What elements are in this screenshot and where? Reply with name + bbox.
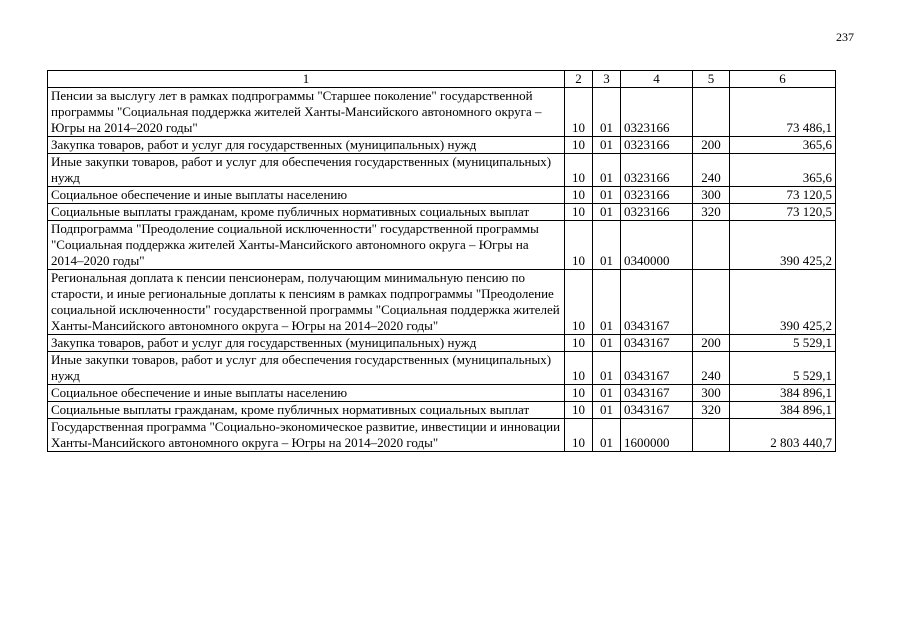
target-article-code: 0343167 — [621, 335, 693, 352]
row-description: Государственная программа "Социально-экономическое развитие, инвестиции и инновации Ханты-Мансийского автономного округа – Югры на 2014–2020 годы" — [48, 419, 565, 452]
target-article-code: 0323166 — [621, 154, 693, 187]
section-code: 10 — [565, 88, 593, 137]
expense-type-code: 240 — [693, 352, 730, 385]
target-article-code: 0343167 — [621, 402, 693, 419]
section-code: 10 — [565, 335, 593, 352]
section-code: 10 — [565, 137, 593, 154]
target-article-code: 0343167 — [621, 352, 693, 385]
section-code: 10 — [565, 352, 593, 385]
budget-table — [47, 70, 836, 452]
row-description: Социальное обеспечение и иные выплаты населению — [48, 385, 565, 402]
subsection-code: 01 — [593, 419, 621, 452]
amount: 73 486,1 — [730, 88, 836, 137]
subsection-code: 01 — [593, 204, 621, 221]
header-cell: 5 — [693, 71, 730, 88]
subsection-code: 01 — [593, 187, 621, 204]
row-description: Подпрограмма "Преодоление социальной исключенности" государственной программы "Социальная поддержка жителей Ханты-Мансийского автономного округа – Югры на 2014–2020 годы" — [48, 221, 565, 270]
section-code: 10 — [565, 187, 593, 204]
page-number: 237 — [836, 30, 854, 44]
header-cell: 2 — [565, 71, 593, 88]
table-row — [48, 154, 836, 187]
table-row — [48, 352, 836, 385]
amount: 5 529,1 — [730, 335, 836, 352]
expense-type-code — [693, 270, 730, 335]
subsection-code: 01 — [593, 335, 621, 352]
section-code: 10 — [565, 204, 593, 221]
expense-type-code — [693, 221, 730, 270]
section-code: 10 — [565, 221, 593, 270]
table-row — [48, 402, 836, 419]
table-row — [48, 88, 836, 137]
table-row — [48, 270, 836, 335]
amount: 384 896,1 — [730, 385, 836, 402]
subsection-code: 01 — [593, 221, 621, 270]
amount: 73 120,5 — [730, 187, 836, 204]
subsection-code: 01 — [593, 270, 621, 335]
expense-type-code: 320 — [693, 402, 730, 419]
subsection-code: 01 — [593, 352, 621, 385]
amount: 5 529,1 — [730, 352, 836, 385]
header-cell: 6 — [730, 71, 836, 88]
expense-type-code — [693, 88, 730, 137]
row-description: Региональная доплата к пенсии пенсионерам, получающим минимальную пенсию по старости, и иные региональные доплаты к пенсиям в рамках подпрограммы "Преодоление социальной исключенности" государственной программы "Социальная поддержка жителей Ханты-Мансийского автономного округа – Югры на 2014–2020 годы" — [48, 270, 565, 335]
table-row — [48, 221, 836, 270]
target-article-code: 1600000 — [621, 419, 693, 452]
target-article-code: 0323166 — [621, 187, 693, 204]
target-article-code: 0323166 — [621, 88, 693, 137]
row-description: Социальные выплаты гражданам, кроме публичных нормативных социальных выплат — [48, 204, 565, 221]
row-description: Пенсии за выслугу лет в рамках подпрограммы "Старшее поколение" государственной программы "Социальная поддержка жителей Ханты-Мансийского автономного округа – Югры на 2014–2020 годы" — [48, 88, 565, 137]
subsection-code: 01 — [593, 154, 621, 187]
row-description: Социальные выплаты гражданам, кроме публичных нормативных социальных выплат — [48, 402, 565, 419]
row-description: Иные закупки товаров, работ и услуг для обеспечения государственных (муниципальных) нужд — [48, 352, 565, 385]
section-code: 10 — [565, 385, 593, 402]
row-description: Закупка товаров, работ и услуг для государственных (муниципальных) нужд — [48, 137, 565, 154]
expense-type-code: 300 — [693, 187, 730, 204]
amount: 73 120,5 — [730, 204, 836, 221]
table-row — [48, 187, 836, 204]
table-row — [48, 204, 836, 221]
table-row — [48, 137, 836, 154]
amount: 365,6 — [730, 154, 836, 187]
expense-type-code: 300 — [693, 385, 730, 402]
amount: 390 425,2 — [730, 270, 836, 335]
row-description: Иные закупки товаров, работ и услуг для обеспечения государственных (муниципальных) нужд — [48, 154, 565, 187]
subsection-code: 01 — [593, 402, 621, 419]
target-article-code: 0340000 — [621, 221, 693, 270]
subsection-code: 01 — [593, 385, 621, 402]
header-cell: 3 — [593, 71, 621, 88]
section-code: 10 — [565, 270, 593, 335]
section-code: 10 — [565, 154, 593, 187]
expense-type-code — [693, 419, 730, 452]
expense-type-code: 200 — [693, 137, 730, 154]
expense-type-code: 200 — [693, 335, 730, 352]
amount: 2 803 440,7 — [730, 419, 836, 452]
target-article-code: 0343167 — [621, 270, 693, 335]
amount: 384 896,1 — [730, 402, 836, 419]
header-cell: 4 — [621, 71, 693, 88]
table-row — [48, 419, 836, 452]
row-description: Закупка товаров, работ и услуг для государственных (муниципальных) нужд — [48, 335, 565, 352]
target-article-code: 0343167 — [621, 385, 693, 402]
subsection-code: 01 — [593, 137, 621, 154]
header-cell: 1 — [48, 71, 565, 88]
table-row — [48, 335, 836, 352]
amount: 390 425,2 — [730, 221, 836, 270]
section-code: 10 — [565, 419, 593, 452]
table-header-row — [48, 71, 836, 88]
target-article-code: 0323166 — [621, 204, 693, 221]
subsection-code: 01 — [593, 88, 621, 137]
target-article-code: 0323166 — [621, 137, 693, 154]
row-description: Социальное обеспечение и иные выплаты населению — [48, 187, 565, 204]
expense-type-code: 240 — [693, 154, 730, 187]
section-code: 10 — [565, 402, 593, 419]
table-row — [48, 385, 836, 402]
amount: 365,6 — [730, 137, 836, 154]
expense-type-code: 320 — [693, 204, 730, 221]
